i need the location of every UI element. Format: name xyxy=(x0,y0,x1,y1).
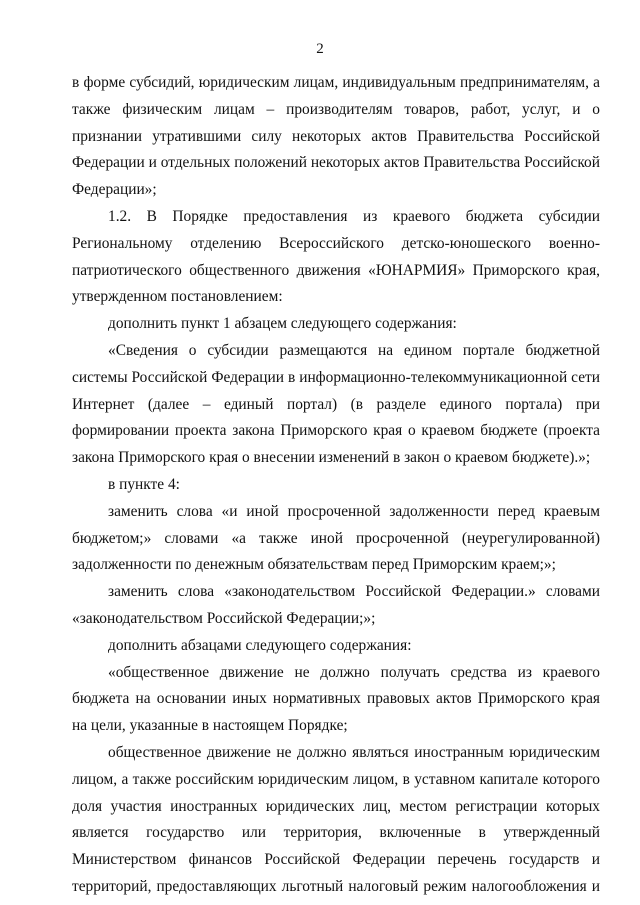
paragraph-7: заменить слова «законодательством Российской Федерации.» словами «законодательством Российской Федерации;»; xyxy=(72,583,600,627)
paragraph-8: дополнить абзацами следующего содержания: xyxy=(108,636,412,654)
paragraph-6: заменить слова «и иной просроченной задолженности перед краевым бюджетом;» словами «а также иной просроченной (неурегулированной) задолженности по денежным обязательствам перед Приморским краем;»; xyxy=(72,502,600,574)
document-body xyxy=(72,70,600,901)
paragraph-2: 1.2. В Порядке предоставления из краевого бюджета субсидии Региональному отделению Всероссийского детско-юношеского военно-патриотического общественного движения «ЮНАРМИЯ» Приморского края, утвержденном постановлением: xyxy=(72,207,600,306)
paragraph-4: «Сведения о субсидии размещаются на едином портале бюджетной системы Российской Федерации в информационно-телекоммуникационной сети Интернет (далее – единый портал) (в разделе единого портала) при формировании проекта закона Приморского края о краевом бюджете (проекта закона Приморского края о внесении изменений в закон о краевом бюджете).»; xyxy=(72,341,600,467)
paragraph-5: в пункте 4: xyxy=(108,475,180,493)
paragraph-1: в форме субсидий, юридическим лицам, индивидуальным предпринимателям, а также физическим лицам – производителям товаров, работ, услуг, и о признании утратившими силу некоторых актов Правительства Российской Федерации и отдельных положений некоторых актов Правительства Российской Федерации»; xyxy=(72,74,600,199)
paragraph-9: «общественное движение не должно получать средства из краевого бюджета на основании иных нормативных правовых актов Приморского края на цели, указанные в настоящем Порядке; xyxy=(72,663,600,735)
page-number: 2 xyxy=(316,41,324,57)
paragraph-3: дополнить пункт 1 абзацем следующего содержания: xyxy=(108,315,457,333)
paragraph-10: общественное движение не должно являться иностранным юридическим лицом, а также российским юридическим лицом, в уставном капитале которого доля участия иностранных юридических лиц, местом регистрации которых является государство или территория, включенные в утвержденный Министерством финансов Российской Федерации перечень государств и территорий, предоставляющих льготный налоговый режим налогообложения и xyxy=(72,743,600,895)
